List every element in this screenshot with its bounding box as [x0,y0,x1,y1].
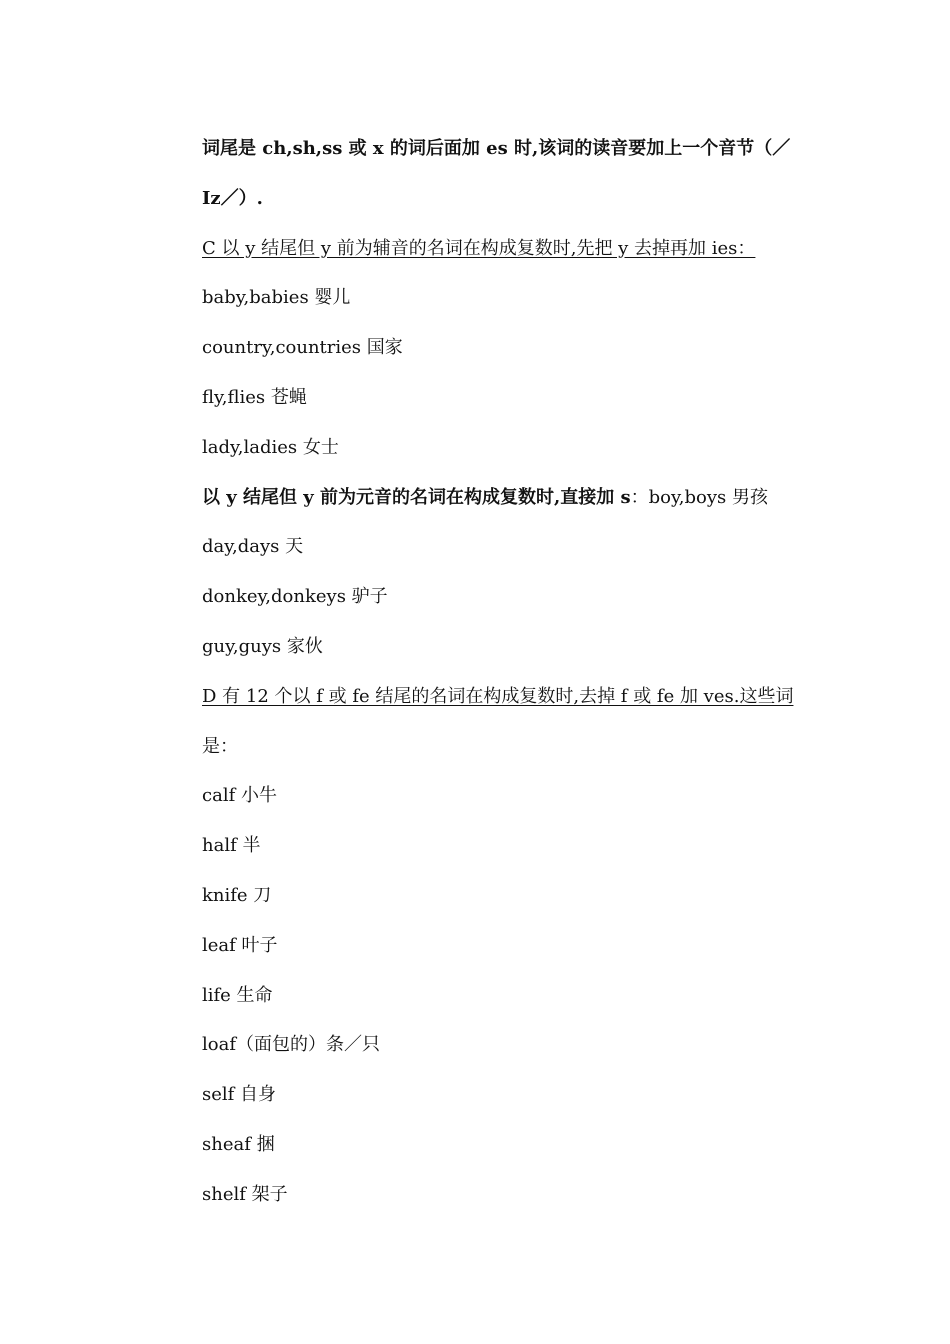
d-example: knife 刀 [202,884,272,906]
rule-vowel-text: 以 y 结尾但 y 前为元音的名词在构成复数时,直接加 s [202,486,631,508]
d-example: life 生命 [202,984,273,1006]
rule-vowel [202,473,812,523]
d-example: calf 小牛 [202,785,277,807]
c-example: baby,babies 婴儿 [202,287,351,309]
rule-b-line-1: 词尾是 ch,sh,ss 或 x 的词后面加 es 时,该词的读音要加上一个音节（／ [202,138,791,159]
rule-c-heading [202,224,812,274]
rule-d-heading-line-2: 是： [202,735,238,757]
c-example: fly,flies 苍蝇 [202,386,307,408]
rule-b-line-2: Iz／）. [202,187,263,209]
d-example: shelf 架子 [202,1183,288,1205]
d-example: sheaf 捆 [202,1133,275,1155]
d-example: self 自身 [202,1084,277,1106]
rule-d-heading-line-1 [202,672,812,722]
vowel-example: day,days 天 [202,536,304,558]
d-example: half 半 [202,835,261,857]
vowel-example: donkey,donkeys 驴子 [202,586,388,608]
c-example: lady,ladies 女士 [202,436,339,458]
rule-vowel-example: ：boy,boys 男孩 [630,486,769,508]
rule-d-text-1: D 有 12 个以 f 或 fe 结尾的名词在构成复数时,去掉 f 或 fe 加 ves.这些词 [202,685,794,707]
rule-c-text: C 以 y 结尾但 y 前为辅音的名词在构成复数时,先把 y 去掉再加 ies： [202,237,756,259]
c-example: country,countries 国家 [202,337,403,359]
document-body [202,124,812,1220]
vowel-example: guy,guys 家伙 [202,635,323,657]
d-example: loaf（面包的）条／只 [202,1034,380,1056]
d-example: leaf 叶子 [202,934,278,956]
